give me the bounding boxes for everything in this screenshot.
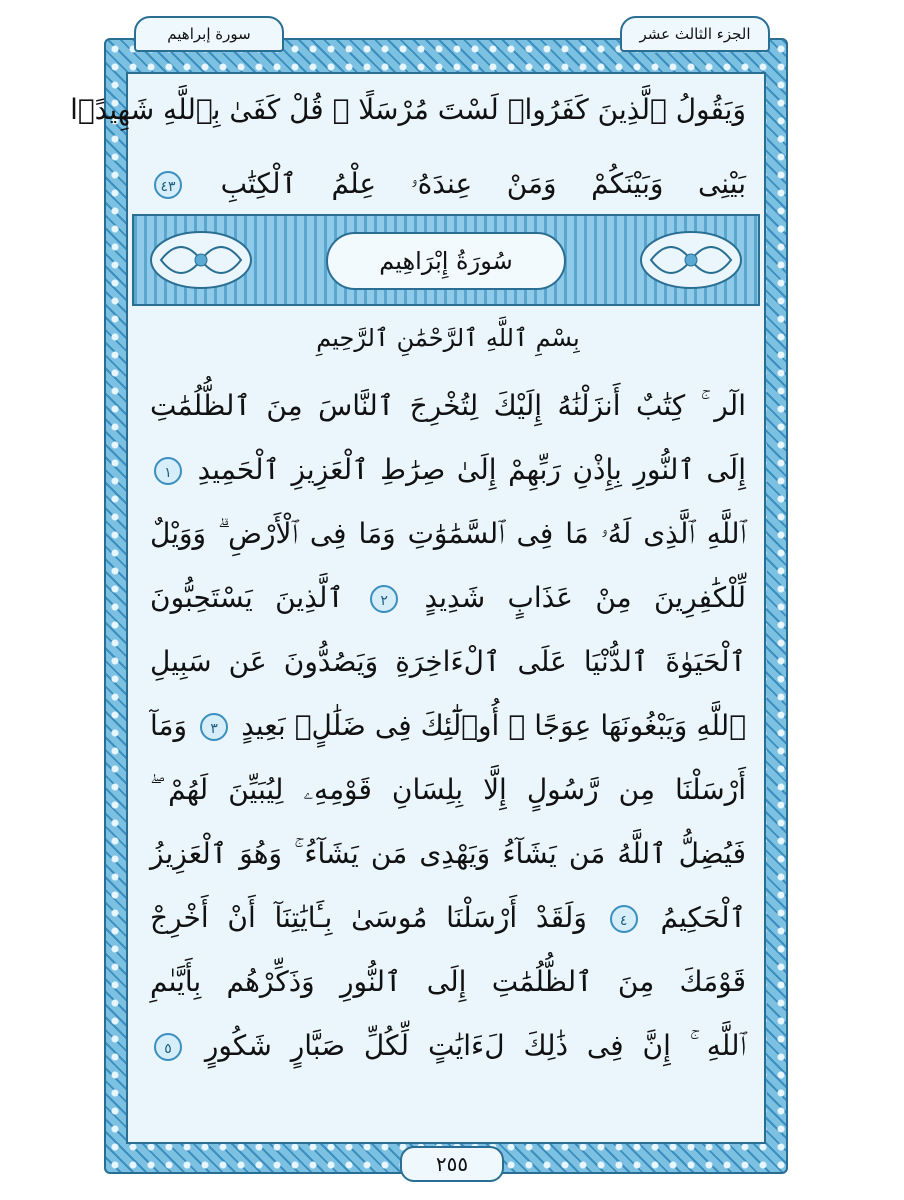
- verse-line: [150, 380, 746, 432]
- verse-text: ٱللَّهِ وَيَبْغُونَهَا عِوَجًا ۚ أُو۟لَٰٓئِكَ فِى ضَلَٰلٍۭ بَعِيدٍ: [241, 709, 747, 742]
- ayah-number-marker: ٣: [200, 713, 228, 741]
- ayah-number-marker: ٢: [370, 585, 398, 613]
- verse-line: [150, 828, 746, 880]
- juz-label: الجزء الثالث عشر: [620, 16, 770, 52]
- ayah-number-marker: ٥: [154, 1033, 182, 1061]
- verse-text: قَوْمَكَ مِنَ ٱلظُّلُمَٰتِ إِلَى ٱلنُّورِ وَذَكِّرْهُم بِأَيَّىٰمِ: [150, 965, 746, 998]
- verse-line: [150, 892, 746, 944]
- page-number: ٢٥٥: [400, 1146, 504, 1182]
- verse-line: [150, 956, 746, 1008]
- verse-line-top-1: [70, 84, 746, 136]
- verse-text-continued: وَلَقَدْ أَرْسَلْنَا مُوسَىٰ بِـَٔايَٰتِنَآ أَنْ أَخْرِجْ: [150, 901, 587, 934]
- verse-line: [150, 444, 746, 496]
- arabesque-ornament-icon: [636, 226, 746, 294]
- verse-text-continued: ٱلَّذِينَ يَسْتَحِبُّونَ: [150, 581, 344, 614]
- arabesque-ornament-icon: [146, 226, 256, 294]
- surah-header-label: سورة إبراهيم: [134, 16, 284, 52]
- verse-text: وَيَقُولُ ٱلَّذِينَ كَفَرُوا۟ لَسْتَ مُرْسَلًا ۚ قُلْ كَفَىٰ بِٱللَّهِ شَهِيدًۢا: [70, 93, 746, 126]
- basmala: بِسْمِ ٱللَّهِ ٱلرَّحْمَٰنِ ٱلرَّحِيمِ: [316, 324, 580, 352]
- verse-text: فَيُضِلُّ ٱللَّهُ مَن يَشَآءُ وَيَهْدِى مَن يَشَآءُ ۚ وَهُوَ ٱلْعَزِيزُ: [150, 837, 746, 870]
- ayah-number-marker: ١: [154, 457, 182, 485]
- verse-text: الٓر ۚ كِتَٰبٌ أَنزَلْنَٰهُ إِلَيْكَ لِتُخْرِجَ ٱلنَّاسَ مِنَ ٱلظُّلُمَٰتِ: [150, 389, 746, 422]
- verse-text: ٱللَّهِ ۚ إِنَّ فِى ذَٰلِكَ لَءَايَٰتٍ لِّكُلِّ صَبَّارٍ شَكُورٍ: [204, 1029, 747, 1062]
- verse-text: لِّلْكَٰفِرِينَ مِنْ عَذَابٍ شَدِيدٍ: [424, 581, 746, 614]
- surah-title-banner: [132, 214, 760, 306]
- verse-line: [150, 700, 746, 752]
- verse-line: [150, 572, 746, 624]
- verse-text-continued: وَمَآ: [150, 709, 188, 742]
- ayah-number-marker: ٤: [610, 905, 638, 933]
- verse-text: أَرْسَلْنَا مِن رَّسُولٍ إِلَّا بِلِسَانِ قَوْمِهِۦ لِيُبَيِّنَ لَهُمْ ۖ: [150, 773, 746, 806]
- surah-title: سُورَةُ إِبْرَاهِيم: [326, 232, 566, 290]
- verse-text: إِلَى ٱلنُّورِ بِإِذْنِ رَبِّهِمْ إِلَىٰ صِرَٰطِ ٱلْعَزِيزِ ٱلْحَمِيدِ: [197, 453, 746, 486]
- verse-line: [150, 764, 746, 816]
- verse-text: ٱلْحَيَوٰةَ ٱلدُّنْيَا عَلَى ٱلْءَاخِرَةِ وَيَصُدُّونَ عَن سَبِيلِ: [150, 645, 746, 678]
- verse-text: ٱللَّهِ ٱلَّذِى لَهُۥ مَا فِى ٱلسَّمَٰوَٰتِ وَمَا فِى ٱلْأَرْضِ ۗ وَوَيْلٌ: [150, 517, 746, 550]
- verse-text: بَيْنِى وَبَيْنَكُمْ وَمَنْ عِندَهُۥ عِلْمُ ٱلْكِتَٰبِ: [220, 167, 746, 200]
- verse-text: ٱلْحَكِيمُ: [660, 901, 746, 934]
- ayah-number-marker: ٤٣: [154, 171, 182, 199]
- verse-line-top-2: [150, 158, 746, 210]
- verse-line: [150, 1020, 746, 1072]
- verse-line: [150, 508, 746, 560]
- verse-line: [150, 636, 746, 688]
